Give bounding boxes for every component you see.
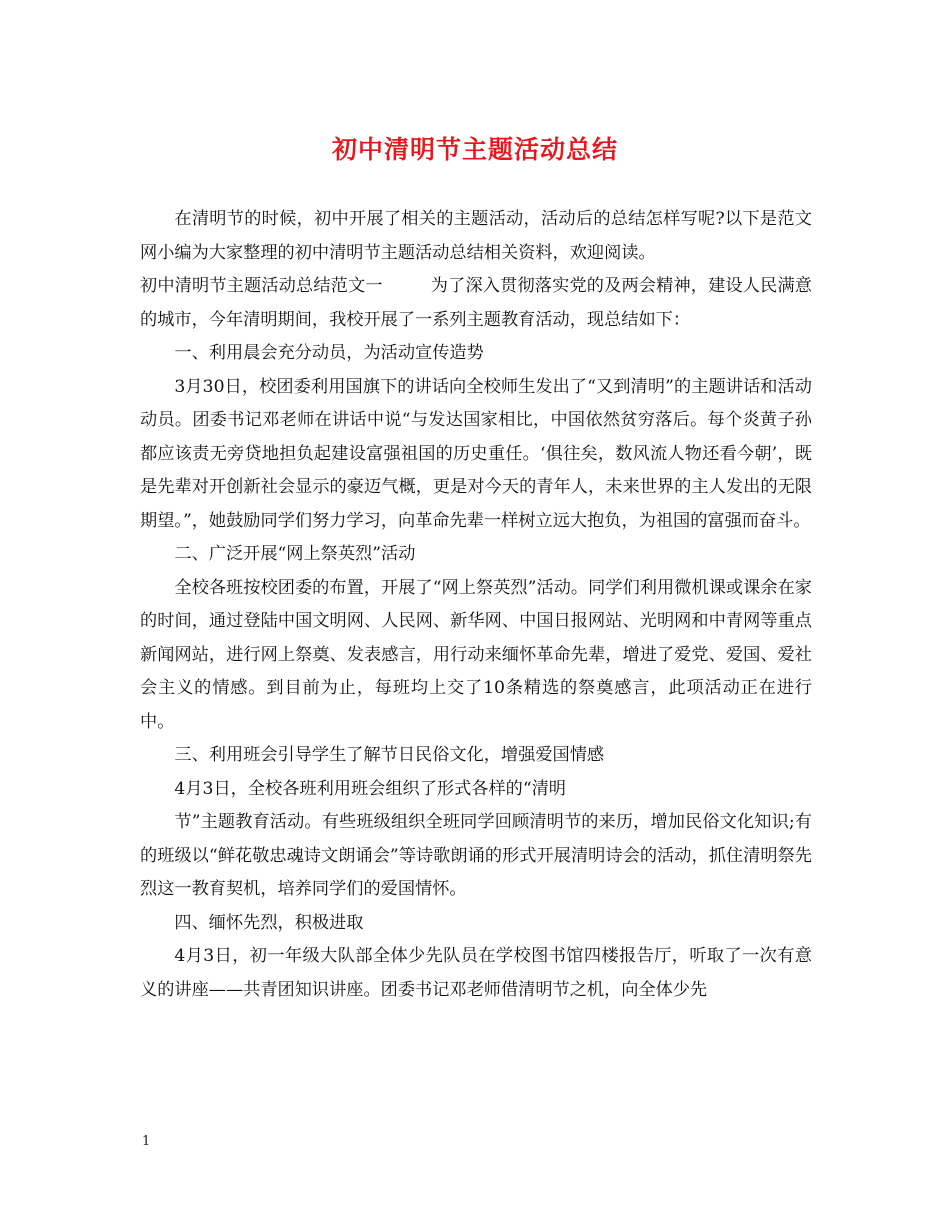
sample-heading: 初中清明节主题活动总结范文一: [140, 276, 383, 296]
page-number: 1: [142, 1134, 151, 1149]
document-body: [140, 203, 812, 1007]
section-4-paragraph: 4月3日，初一年级大队部全体少先队员在学校图书馆四楼报告厅，听取了一次有意义的讲座——共青团知识讲座。团委书记邓老师借清明节之机，向全体少先: [140, 946, 812, 1000]
intro-paragraph: 在清明节的时候，初中开展了相关的主题活动，活动后的总结怎样写呢?以下是范文网小编为大家整理的初中清明节主题活动总结相关资料，欢迎阅读。: [140, 209, 812, 263]
section-heading-3: 三、利用班会引导学生了解节日民俗文化，增强爱国情感: [174, 745, 605, 765]
section-3-paragraph-start: 4月3日，全校各班利用班会组织了形式各样的“清明: [174, 778, 566, 799]
section-1-paragraph: 3月30日，校团委利用国旗下的讲话向全校师生发出了“又到清明”的主题讲话和活动动员。团委书记邓老师在讲话中说“与发达国家相比，中国依然贫穷落后。每个炎黄子孙都应该责无旁贷地担负起建设富强祖国的历史重任。‘俱往矣，数风流人物还看今朝’，既是先辈对开创新社会显示的豪迈气概，更是对今天的青年人，未来世界的主人发出的无限期望。”，她鼓励同学们努力学习，向革命先辈一样树立远大抱负，为祖国的富强而奋斗。: [140, 376, 812, 531]
section-heading-4: 四、缅怀先烈，积极进取: [174, 912, 364, 933]
sample-intro: 为了深入贯彻落实党的及两会精神，建设人民满意的城市，今年清明期间，我校开展了一系列主题教育活动，现总结如下：: [140, 276, 812, 330]
document-title: 初中清明节主题活动总结: [331, 135, 618, 164]
sample-paragraph: [140, 270, 812, 337]
section-2-paragraph: 全校各班按校团委的布置，开展了“网上祭英烈”活动。同学们利用微机课或课余在家的时间，通过登陆中国文明网、人民网、新华网、中国日报网站、光明网和中青网等重点新闻网站，进行网上祭奠、发表感言，用行动来缅怀革命先辈，增进了爱党、爱国、爱社会主义的情感。到目前为止，每班均上交了10条精选的祭奠感言，此项活动正在进行中。: [140, 577, 812, 732]
section-3-paragraph-continued: 节”主题教育活动。有些班级组织全班同学回顾清明节的来历，增加民俗文化知识;有的班级以“鲜花敬忠魂诗文朗诵会”等诗歌朗诵的形式开展清明诗会的活动，抓住清明祭先烈这一教育契机，培养同学们的爱国情怀。: [140, 812, 812, 899]
section-heading-2: 二、广泛开展“网上祭英烈”活动: [174, 544, 416, 564]
section-heading-1: 一、利用晨会充分动员，为活动宣传造势: [174, 343, 484, 363]
